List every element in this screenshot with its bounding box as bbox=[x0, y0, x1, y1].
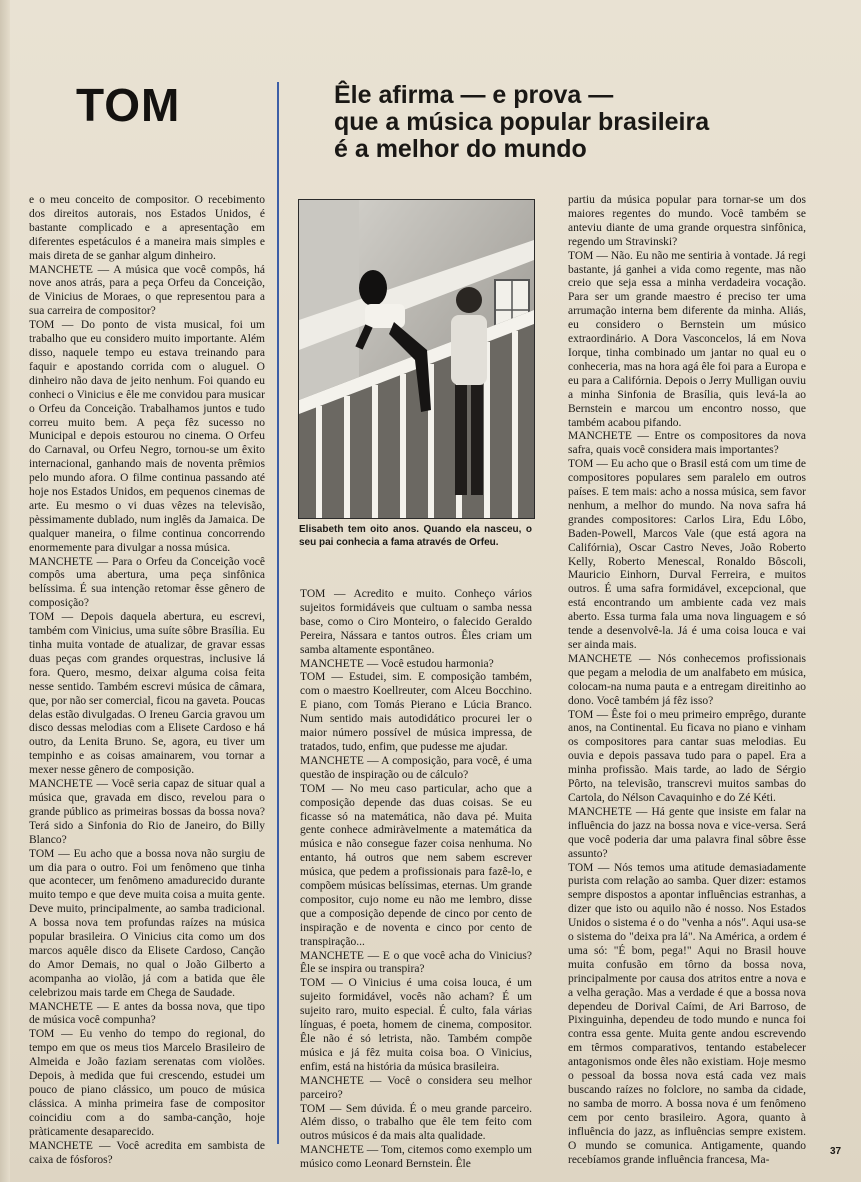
binding-shadow bbox=[0, 0, 10, 1182]
paragraph: TOM — Não. Eu não me sentiria à vontade. Já regi bastante, já ganhei a vida como regente, mas não creio que seja essa a minha verdadeira vocação. Para ser um grande maestro é preciso ter uma arrumação interna bem diferente da minha. Aliás, eu considero o Bernstein um músico extraordinário. A Dora Vasconcelos, lá em Nova Iorque, tinha combinado um jantar no qual eu o conheceria, mas na hora agá êle foi para a Europa e eu para a Califórnia. Depois o Jerry Mulligan ouviu a minha Sinfonia de Brasília, quis levá-la ao Bernstein e marcou um encontro nosso, que também acabou pifando. bbox=[568, 249, 806, 429]
paragraph: TOM — No meu caso particular, acho que a composição depende das duas coisas. Se eu ficasse só na matemática, não dava pé. Muita gente conhece admiràvelmente a matemática da música e não consegue fazer coisa nenhuma. No entanto, há outros que nem sabem escrever música, que pedem a profissionais para fazê-lo, e compõem músicas belíssimas, eternas. Um grande compositor, cujo nome eu não me lembro, disse que a composição depende de cinco por cento de inspiração e de noventa e cinco por cento de transpiração... bbox=[300, 782, 532, 948]
paragraph: TOM — Eu acho que o Brasil está com um time de compositores populares sem paralelo em outros países. E tem mais: acho a nossa música, sem favor nenhum, a melhor do mundo. Na nova safra há grandes compositores: Carlos Lira, Edu Lôbo, Baden-Powell, Marcos Vale (que está agora na Califórnia), Oscar Castro Neves, João Roberto Kelly, Roberto Menescal, Ronaldo Bôscoli, Mauricio Einhorn, Durval Ferreira, e muitos outros. É uma safra formidável, excepcional, que está encontrando um ambiente cada vez mais aberto. Essa turma fala uma nova linguagem e só tende a desenvolvê-la. Já é uma coisa louca e vai ser ainda mais. bbox=[568, 458, 806, 651]
text-column-1 bbox=[29, 194, 265, 1166]
paragraph: MANCHETE — Entre os compositores da nova safra, quais você considera mais importantes? bbox=[568, 430, 806, 457]
paragraph: TOM — Estudei, sim. E composição também, com o maestro Koellreuter, com Alceu Bocchino. E piano, com Tomás Pierano e Lúcia Branco. Num sentido mais autodidático procurei ler o maior número possível de música impressa, de tratados, tudo, enfim, que pudesse me ajudar. bbox=[300, 671, 532, 753]
photo-illustration bbox=[299, 200, 534, 518]
paragraph: TOM — Eu acho que a bossa nova não surgiu de um dia para o outro. Foi um fenômeno que tinha que acontecer, um fenômeno amadurecido durante muito tempo e que deve muita coisa a muita gente. Deve muito, principalmente, ao samba tradicional. A bossa nova tem profundas raízes na música popular brasileira. O Vinicius cita como um dos marcos aquêle disco da Elisete Cardoso, Canção do Amor Demais, no qual o João Gilberto a acompanha ao violão, já com a batida que êle celebrizou mais tarde em Chega de Saudade. bbox=[29, 847, 265, 999]
paragraph: TOM — Êste foi o meu primeiro emprêgo, durante anos, na Continental. Eu ficava no piano e vinham os compositores para cantar suas melodias. Eu ouvia e depois passava tudo para o papel. Era a minha profissão. Mais tarde, ao lado de Sérgio Pôrto, na televisão, transcrevi muitos sambas do Cartola, do Nélson Cavaquinho e do Zé Kéti. bbox=[568, 708, 806, 804]
text-column-2 bbox=[300, 588, 532, 1171]
paragraph: MANCHETE — Nós conhecemos profissionais que pegam a melodia de um analfabeto em música, colocam-na numa pauta e a entregam direitinho ao dono. Você também já fêz isso? bbox=[568, 652, 806, 707]
paragraph: e o meu conceito de compositor. O recebimento dos direitos autorais, nos Estados Unidos, é bastante complicado e a apresentação em diferentes espetáculos é a maneira mais simples e mais direta de se ganhar algum dinheiro. bbox=[29, 194, 265, 262]
paragraph: MANCHETE — Você seria capaz de situar qual a música que, gravada em disco, revelou para o grande público as primeiras bossas da bossa nova? Terá sido a Sinfonia do Rio de Janeiro, do Billy Blanco? bbox=[29, 778, 265, 846]
photo-tom-and-daughter bbox=[298, 199, 535, 519]
photo-caption: Elisabeth tem oito anos. Quando ela nasceu, o seu pai conhecia a fama através de Orfeu. bbox=[299, 524, 532, 548]
paragraph: TOM — Do ponto de vista musical, foi um trabalho que eu considero muito importante. Além disso, naquele tempo eu estava treinando para faquir e apostando corrida com o aluguel. O dinheiro não dava de jeito nenhum. Foi quando eu conheci o Vinicius e êle me convidou para musicar o Orfeu da Conceição. Trabalhamos juntos e tudo correu muito bem. A peça fêz sucesso no Municipal e depois estourou no cinema. O Orfeu do Carnaval, ou Orfeu Negro, tornou-se um êxito internacional, ganhando mais de noventa prêmios pelo mundo afora. O filme continua passando até hoje nos Estados Unidos, em pequenos cinemas de arte. Eu mesmo o vi duas vêzes na televisão, pèssimamente dublado, num inglês da Jamaica. De qualquer maneira, o filme continua concorrendo enormemente para divulgar a nossa música. bbox=[29, 319, 265, 554]
paragraph: MANCHETE — Tom, citemos como exemplo um músico como Leonard Bernstein. Êle bbox=[300, 1144, 532, 1171]
paragraph: MANCHETE — E antes da bossa nova, que tipo de música você compunha? bbox=[29, 1000, 265, 1027]
paragraph: TOM — Eu venho do tempo do regional, do tempo em que os meus tios Marcelo Brasileiro de Almeida e João faziam serenatas com violões. Depois, à medida que fui crescendo, estudei um pouco de piano clássico, um pouco de música clássica. A minha primeira fase de compositor coincidiu com a do samba-canção, hoje pràticamente desaparecido. bbox=[29, 1028, 265, 1138]
paragraph: MANCHETE — A composição, para você, é uma questão de inspiração ou de cálculo? bbox=[300, 754, 532, 781]
article-subtitle bbox=[334, 82, 774, 163]
paragraph: MANCHETE — Você estudou harmonia? bbox=[300, 657, 494, 670]
paragraph: MANCHETE — Você o considera seu melhor parceiro? bbox=[300, 1074, 532, 1101]
subtitle-line-2: que a música popular brasileira bbox=[334, 108, 710, 136]
article-title: TOM bbox=[76, 79, 181, 131]
column-divider-rule bbox=[277, 82, 279, 1144]
paragraph: TOM — Sem dúvida. É o meu grande parceiro. Além disso, o trabalho que êle tem feito com outros músicos é da mais alta qualidade. bbox=[300, 1102, 532, 1143]
paragraph: MANCHETE — Há gente que insiste em falar na influência do jazz na bossa nova e vice-versa. Será que você poderia dar uma palavra final sôbre êsse assunto? bbox=[568, 805, 806, 860]
paragraph: MANCHETE — Você acredita em sambista de caixa de fósforos? bbox=[29, 1139, 265, 1166]
paragraph: MANCHETE — A música que você compôs, há nove anos atrás, para a peça Orfeu da Conceição, de Vinicius de Moraes, o que representou para a sua carreira de compositor? bbox=[29, 263, 265, 318]
paragraph: TOM — Nós temos uma atitude demasiadamente purista com relação ao samba. Quer dizer: estamos sempre dispostos a apontar influências estranhas, a dizer que isto ou aquilo não é nosso. Nos Estados Unidos o sistema é o do "venha a nós". Aqui usa-se o sistema do "deixa pra lá". Na América, a ordem é uma só: "É bom, pega!" Aqui no Brasil houve muita confusão em tôrno da bossa nova, principalmente por causa dos atritos entre a nova e a velha geração. Mas a verdade é que a bossa nova dependeu de Dorival Caími, de Ari Barroso, de Pixinguinha, dependeu de todo mundo e nunca foi contra essa gente. Muita gente andou escrevendo em têrmos comparativos, tentando estabelecer antagonismos onde êles não existiam. Hoje mesmo o pessoal da bossa nova está cada vez mais buscando raízes no folclore, no samba da cidade, no samba de morro. A bossa nova é um fenômeno cem por cento brasileiro. Agora, quanto à influência do jazz, as influências sempre existem. O mundo se comunica. Antigamente, quando recebíamos grande influência francesa, Ma- bbox=[568, 861, 806, 1166]
page-number: 37 bbox=[830, 1146, 842, 1157]
subtitle-line-1: Êle afirma — e prova — bbox=[334, 81, 614, 109]
paragraph: TOM — Depois daquela abertura, eu escrevi, também com Vinicius, uma suíte sôbre Brasília. Eu tinha muita vontade de atualizar, de gravar essas duas peças com grandes orquestras, inclusive lá fora. Quero, mesmo, deixar alguma coisa feita nesse sentido. Também escrevi música de câmara, que, por não ser comercial, ficou na gaveta. Poucas delas estão divulgadas. O Ireneu Garcia gravou um disco dessas melodias com a Elisete Cardoso e há outro, da Lenita Bruno. Se, agora, eu tiver um tempinho e as coisas amainarem, vou tornar a mexer nesse gênero de composição. bbox=[29, 611, 265, 777]
paragraph: MANCHETE — E o que você acha do Vinicius? Êle se inspira ou transpira? bbox=[300, 949, 532, 976]
paragraph: TOM — O Vinicius é uma coisa louca, é um sujeito formidável, vocês não acham? É um sujeito raro, muito especial. É culto, fala várias línguas, é poeta, homem de cinema, compositor. Êle não é só letrista, não. Também compõe música e já fêz muita coisa boa. O Vinicius, enfim, está na história da música brasileira. bbox=[300, 977, 532, 1073]
text-column-3 bbox=[568, 194, 806, 1166]
subtitle-line-3: é a melhor do mundo bbox=[334, 135, 587, 163]
paragraph: TOM — Acredito e muito. Conheço vários sujeitos formidáveis que cultuam o samba nessa base, como o Ciro Monteiro, o falecido Geraldo Pereira, Nássara e tantos outros. Êles criam um samba altamente espontâneo. bbox=[300, 588, 532, 656]
paragraph: partiu da música popular para tornar-se um dos maiores regentes do mundo. Você também se anteviu diante de uma grande orquestra sinfônica, regendo um Stravinski? bbox=[568, 194, 806, 248]
paragraph: MANCHETE — Para o Orfeu da Conceição você compôs uma abertura, uma peça sinfônica belíssima. É sua intenção retomar êsse gênero de composição? bbox=[29, 555, 265, 610]
